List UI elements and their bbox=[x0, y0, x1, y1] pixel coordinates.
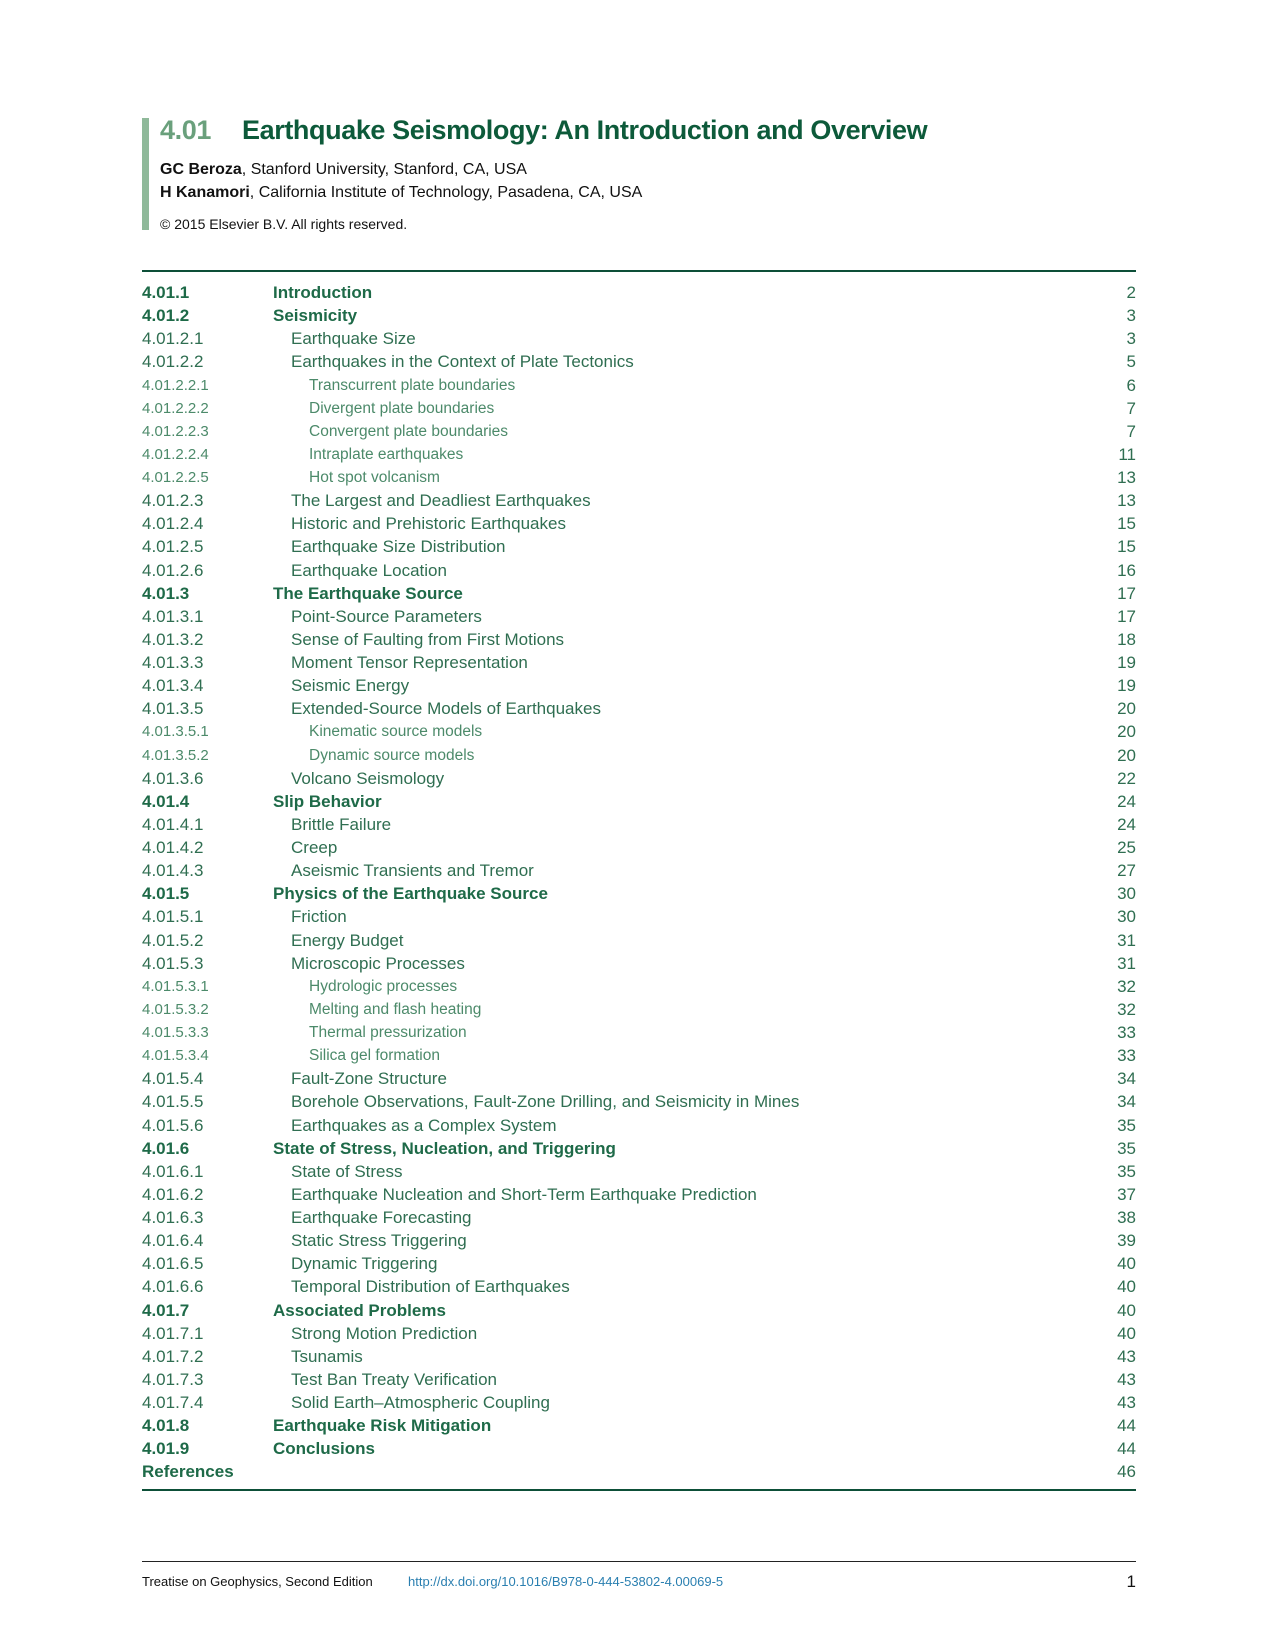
toc-page-number: 20 bbox=[1117, 722, 1136, 742]
toc-section-title: Earthquake Size Distribution bbox=[291, 537, 506, 557]
toc-entry[interactable] bbox=[142, 1299, 1136, 1322]
toc-section-title: Creep bbox=[291, 838, 338, 857]
toc-entry[interactable] bbox=[142, 674, 1136, 697]
toc-section-number: 4.01.7.2 bbox=[142, 1346, 204, 1366]
table-of-contents bbox=[142, 281, 1136, 1484]
toc-page-number: 40 bbox=[1117, 1277, 1136, 1297]
toc-section-title: Historic and Prehistoric Earthquakes bbox=[291, 514, 566, 534]
toc-entry[interactable] bbox=[142, 1368, 1136, 1391]
toc-section-number: 4.01.5.1 bbox=[142, 907, 204, 927]
toc-page-number: 30 bbox=[1117, 884, 1136, 904]
toc-section-number: 4.01.5.3.4 bbox=[142, 1047, 209, 1065]
toc-section-number: References bbox=[142, 1462, 234, 1482]
toc-section-title: Earthquake Size bbox=[291, 329, 416, 349]
toc-page-number: 11 bbox=[1118, 444, 1136, 464]
toc-section-number: 4.01.6.1 bbox=[142, 1161, 204, 1181]
toc-section-title: The Earthquake Source bbox=[273, 583, 463, 603]
toc-section-number: 4.01.2.2.4 bbox=[142, 445, 209, 463]
toc-entry[interactable] bbox=[142, 1275, 1136, 1298]
toc-page-number: 46 bbox=[1117, 1462, 1136, 1482]
toc-page-number: 22 bbox=[1117, 768, 1136, 788]
toc-entry[interactable] bbox=[142, 998, 1136, 1021]
toc-section-title: Kinematic source models bbox=[309, 723, 483, 741]
toc-section-number: 4.01.2.6 bbox=[142, 560, 204, 580]
toc-entry[interactable] bbox=[142, 790, 1136, 813]
toc-section-number: 4.01.7 bbox=[142, 1300, 190, 1320]
toc-page-number: 7 bbox=[1126, 398, 1136, 418]
toc-entry[interactable] bbox=[142, 628, 1136, 651]
toc-section-title: Fault-Zone Structure bbox=[291, 1069, 447, 1089]
toc-section-number: 4.01.5.4 bbox=[142, 1069, 204, 1089]
toc-page-number: 40 bbox=[1117, 1300, 1136, 1320]
toc-section-title: State of Stress, Nucleation, and Triggering bbox=[273, 1138, 616, 1158]
toc-section-number: 4.01.5.3 bbox=[142, 953, 204, 973]
toc-entry[interactable] bbox=[142, 443, 1136, 466]
toc-section-number: 4.01.6.6 bbox=[142, 1277, 204, 1297]
toc-entry[interactable] bbox=[142, 836, 1136, 859]
toc-section-number: 4.01.2.2 bbox=[142, 352, 204, 372]
toc-entry[interactable] bbox=[142, 1252, 1136, 1275]
toc-section-title: Conclusions bbox=[273, 1439, 376, 1459]
toc-page-number: 24 bbox=[1117, 814, 1136, 834]
toc-section-title: Hydrologic processes bbox=[309, 977, 458, 995]
toc-page-number: 18 bbox=[1117, 629, 1136, 649]
toc-entry[interactable] bbox=[142, 420, 1136, 443]
toc-top-rule bbox=[142, 270, 1136, 272]
toc-section-title: Strong Motion Prediction bbox=[291, 1323, 478, 1343]
toc-section-number: 4.01.2 bbox=[142, 306, 190, 326]
toc-section-title: Test Ban Treaty Verification bbox=[291, 1369, 497, 1389]
toc-entry[interactable] bbox=[142, 1137, 1136, 1160]
toc-section-title: Thermal pressurization bbox=[309, 1024, 467, 1041]
toc-section-title: Solid Earth–Atmospheric Coupling bbox=[291, 1393, 550, 1412]
toc-section-number: 4.01.3.5 bbox=[142, 699, 204, 719]
toc-section-number: 4.01.2.2.3 bbox=[142, 422, 209, 440]
toc-section-title: Slip Behavior bbox=[273, 791, 382, 811]
toc-page-number: 19 bbox=[1117, 653, 1136, 672]
toc-page-number: 35 bbox=[1117, 1138, 1136, 1158]
toc-entry[interactable] bbox=[142, 582, 1136, 605]
toc-page-number: 15 bbox=[1117, 537, 1136, 557]
toc-entry[interactable] bbox=[142, 1021, 1136, 1044]
toc-page-number: 40 bbox=[1117, 1254, 1136, 1274]
toc-entry[interactable] bbox=[142, 1114, 1136, 1137]
toc-page-number: 33 bbox=[1117, 1046, 1136, 1066]
toc-section-number: 4.01.7.1 bbox=[142, 1323, 204, 1343]
toc-entry[interactable] bbox=[142, 651, 1136, 674]
toc-section-number: 4.01.5.6 bbox=[142, 1115, 204, 1135]
toc-section-title: Temporal Distribution of Earthquakes bbox=[291, 1277, 570, 1297]
toc-entry[interactable] bbox=[142, 697, 1136, 720]
toc-entry[interactable] bbox=[142, 397, 1136, 420]
toc-section-number: 4.01.4.3 bbox=[142, 861, 204, 881]
author-line bbox=[160, 158, 642, 181]
toc-page-number: 17 bbox=[1117, 606, 1136, 626]
toc-entry[interactable] bbox=[142, 1460, 1136, 1483]
toc-section-title: Silica gel formation bbox=[309, 1047, 440, 1065]
toc-section-number: 4.01.7.3 bbox=[142, 1369, 204, 1389]
toc-page-number: 40 bbox=[1117, 1323, 1136, 1343]
toc-entry[interactable] bbox=[142, 1183, 1136, 1206]
toc-page-number: 32 bbox=[1117, 999, 1136, 1019]
toc-section-number: 4.01.4.2 bbox=[142, 838, 204, 857]
toc-entry[interactable] bbox=[142, 975, 1136, 998]
toc-section-title: Moment Tensor Representation bbox=[291, 653, 528, 672]
toc-entry[interactable] bbox=[142, 281, 1136, 304]
author-affiliation: , California Institute of Technology, Pasadena, CA, USA bbox=[249, 184, 643, 201]
toc-entry[interactable] bbox=[142, 952, 1136, 975]
toc-page-number: 43 bbox=[1117, 1369, 1136, 1389]
toc-entry[interactable] bbox=[142, 350, 1136, 373]
toc-page-number: 35 bbox=[1117, 1115, 1136, 1135]
toc-entry[interactable] bbox=[142, 1160, 1136, 1183]
toc-page-number: 30 bbox=[1117, 907, 1136, 927]
toc-section-title: Borehole Observations, Fault-Zone Drilling, and Seismicity in Mines bbox=[291, 1092, 800, 1112]
accent-bar bbox=[142, 118, 149, 230]
author-name: H Kanamori bbox=[160, 184, 250, 201]
toc-page-number: 13 bbox=[1117, 468, 1136, 487]
author-list bbox=[160, 158, 642, 204]
toc-entry[interactable] bbox=[142, 767, 1136, 790]
toc-entry[interactable] bbox=[142, 1345, 1136, 1368]
toc-entry[interactable] bbox=[142, 813, 1136, 836]
toc-section-title: Introduction bbox=[273, 283, 373, 302]
chapter-title-row bbox=[160, 114, 927, 146]
toc-page-number: 16 bbox=[1117, 560, 1136, 580]
toc-entry[interactable] bbox=[142, 720, 1136, 743]
toc-section-title: The Largest and Deadliest Earthquakes bbox=[291, 491, 591, 511]
toc-section-number: 4.01.6.2 bbox=[142, 1184, 204, 1204]
toc-section-title: Extended-Source Models of Earthquakes bbox=[291, 699, 601, 719]
toc-section-title: Transcurrent plate boundaries bbox=[309, 376, 516, 394]
toc-section-title: Seismic Energy bbox=[291, 676, 410, 696]
toc-page-number: 37 bbox=[1117, 1184, 1136, 1204]
copyright-notice: © 2015 Elsevier B.V. All rights reserved. bbox=[160, 216, 408, 232]
toc-section-number: 4.01.2.2.1 bbox=[142, 376, 209, 394]
toc-page-number: 17 bbox=[1117, 583, 1136, 603]
toc-section-number: 4.01.2.3 bbox=[142, 491, 204, 511]
toc-section-number: 4.01.5.3.2 bbox=[142, 1000, 209, 1018]
toc-page-number: 15 bbox=[1117, 514, 1136, 534]
toc-section-number: 4.01.5.3.1 bbox=[142, 977, 209, 995]
toc-page-number: 2 bbox=[1126, 283, 1136, 302]
toc-entry[interactable] bbox=[142, 1322, 1136, 1345]
toc-section-title: Tsunamis bbox=[291, 1346, 363, 1366]
toc-section-number: 4.01.3.6 bbox=[142, 768, 204, 788]
toc-entry[interactable] bbox=[142, 882, 1136, 905]
author-affiliation: , Stanford University, Stanford, CA, USA bbox=[241, 161, 527, 178]
toc-page-number: 31 bbox=[1117, 953, 1136, 973]
toc-entry[interactable] bbox=[142, 535, 1136, 558]
toc-entry[interactable] bbox=[142, 905, 1136, 928]
toc-section-number: 4.01.2.2.2 bbox=[142, 399, 209, 417]
toc-section-number: 4.01.3 bbox=[142, 583, 190, 603]
toc-section-number: 4.01.2.1 bbox=[142, 329, 204, 349]
toc-entry[interactable] bbox=[142, 859, 1136, 882]
toc-section-number: 4.01.6.3 bbox=[142, 1208, 204, 1227]
toc-section-title: Microscopic Processes bbox=[291, 953, 465, 973]
toc-entry[interactable] bbox=[142, 466, 1136, 489]
toc-section-number: 4.01.4.1 bbox=[142, 814, 204, 834]
toc-section-number: 4.01.4 bbox=[142, 791, 190, 811]
toc-section-title: Earthquake Risk Mitigation bbox=[273, 1416, 492, 1436]
toc-page-number: 13 bbox=[1117, 491, 1136, 511]
toc-section-title: Hot spot volcanism bbox=[309, 469, 440, 486]
chapter-header bbox=[142, 114, 1142, 234]
toc-section-number: 4.01.2.4 bbox=[142, 514, 204, 534]
toc-section-title: Associated Problems bbox=[273, 1300, 446, 1320]
author-line bbox=[160, 181, 642, 204]
toc-page-number: 7 bbox=[1126, 421, 1136, 441]
toc-page-number: 19 bbox=[1117, 676, 1136, 696]
toc-section-title: Point-Source Parameters bbox=[291, 606, 482, 626]
footer-rule bbox=[142, 1561, 1136, 1562]
toc-section-title: Dynamic Triggering bbox=[291, 1254, 438, 1274]
page-number: 1 bbox=[1126, 1572, 1136, 1591]
toc-bottom-rule bbox=[142, 1489, 1136, 1491]
toc-entry[interactable] bbox=[142, 489, 1136, 512]
toc-section-number: 4.01.5.5 bbox=[142, 1092, 204, 1112]
toc-page-number: 38 bbox=[1117, 1208, 1136, 1227]
toc-section-number: 4.01.5 bbox=[142, 884, 190, 904]
toc-entry[interactable] bbox=[142, 1067, 1136, 1090]
toc-section-title: State of Stress bbox=[291, 1161, 403, 1181]
toc-section-title: Earthquake Forecasting bbox=[291, 1208, 472, 1227]
toc-section-number: 4.01.9 bbox=[142, 1439, 190, 1459]
toc-section-number: 4.01.7.4 bbox=[142, 1393, 204, 1412]
toc-page-number: 20 bbox=[1117, 699, 1136, 719]
toc-section-title: Convergent plate boundaries bbox=[309, 422, 509, 440]
toc-page-number: 20 bbox=[1117, 745, 1136, 765]
toc-page-number: 43 bbox=[1117, 1393, 1136, 1412]
toc-section-title: Brittle Failure bbox=[291, 814, 392, 834]
toc-section-number: 4.01.6 bbox=[142, 1138, 190, 1158]
footer-journal-title: Treatise on Geophysics, Second Edition bbox=[142, 1574, 373, 1589]
chapter-title: Earthquake Seismology: An Introduction and Overview bbox=[242, 115, 928, 145]
toc-entry[interactable] bbox=[142, 1090, 1136, 1113]
toc-section-title: Earthquakes in the Context of Plate Tectonics bbox=[291, 352, 634, 372]
toc-section-title: Earthquake Nucleation and Short-Term Earthquake Prediction bbox=[291, 1184, 757, 1204]
toc-section-number: 4.01.3.1 bbox=[142, 606, 204, 626]
toc-section-title: Aseismic Transients and Tremor bbox=[291, 861, 534, 881]
toc-page-number: 34 bbox=[1117, 1069, 1136, 1089]
toc-page-number: 3 bbox=[1126, 329, 1136, 349]
toc-section-title: Earthquake Location bbox=[291, 560, 447, 580]
toc-section-number: 4.01.6.4 bbox=[142, 1231, 204, 1251]
toc-section-title: Divergent plate boundaries bbox=[309, 399, 495, 417]
toc-entry[interactable] bbox=[142, 1229, 1136, 1252]
toc-section-number: 4.01.8 bbox=[142, 1416, 190, 1436]
toc-entry[interactable] bbox=[142, 1437, 1136, 1460]
toc-page-number: 24 bbox=[1117, 791, 1136, 811]
toc-section-number: 4.01.3.5.2 bbox=[142, 746, 209, 764]
toc-section-number: 4.01.3.2 bbox=[142, 629, 204, 649]
toc-section-title: Physics of the Earthquake Source bbox=[273, 884, 548, 904]
toc-page-number: 32 bbox=[1117, 976, 1136, 996]
toc-entry[interactable] bbox=[142, 744, 1136, 767]
toc-section-number: 4.01.1 bbox=[142, 283, 190, 302]
toc-section-title: Friction bbox=[291, 907, 347, 927]
toc-page-number: 35 bbox=[1117, 1161, 1136, 1181]
doi-link[interactable]: http://dx.doi.org/10.1016/B978-0-444-53802-4.00069-5 bbox=[408, 1574, 724, 1589]
toc-entry[interactable] bbox=[142, 559, 1136, 582]
toc-page-number: 6 bbox=[1126, 375, 1136, 395]
toc-entry[interactable] bbox=[142, 1044, 1136, 1067]
toc-entry[interactable] bbox=[142, 512, 1136, 535]
toc-page-number: 25 bbox=[1117, 838, 1136, 857]
toc-section-title: Seismicity bbox=[273, 306, 358, 326]
toc-page-number: 3 bbox=[1126, 306, 1136, 326]
toc-section-title: Sense of Faulting from First Motions bbox=[291, 629, 565, 649]
toc-page-number: 43 bbox=[1117, 1346, 1136, 1366]
toc-entry[interactable] bbox=[142, 374, 1136, 397]
toc-section-title: Intraplate earthquakes bbox=[309, 445, 464, 463]
toc-section-number: 4.01.3.4 bbox=[142, 676, 204, 696]
toc-section-number: 4.01.5.3.3 bbox=[142, 1024, 209, 1041]
toc-section-title: Earthquakes as a Complex System bbox=[291, 1115, 557, 1135]
toc-section-number: 4.01.3.5.1 bbox=[142, 723, 209, 741]
toc-entry[interactable] bbox=[142, 327, 1136, 350]
page-footer bbox=[142, 1570, 1136, 1594]
toc-entry[interactable] bbox=[142, 1391, 1136, 1414]
toc-page-number: 27 bbox=[1117, 861, 1136, 881]
toc-page-number: 39 bbox=[1117, 1231, 1136, 1251]
toc-page-number: 44 bbox=[1117, 1439, 1136, 1459]
toc-section-number: 4.01.2.5 bbox=[142, 537, 204, 557]
toc-page-number: 34 bbox=[1117, 1092, 1136, 1112]
author-name: GC Beroza bbox=[160, 161, 242, 178]
toc-entry[interactable] bbox=[142, 1206, 1136, 1229]
toc-page-number: 5 bbox=[1126, 352, 1136, 372]
toc-section-title: Static Stress Triggering bbox=[291, 1231, 467, 1251]
toc-section-title: Energy Budget bbox=[291, 930, 404, 950]
toc-entry[interactable] bbox=[142, 1414, 1136, 1437]
toc-section-number: 4.01.5.2 bbox=[142, 930, 204, 950]
toc-entry[interactable] bbox=[142, 929, 1136, 952]
toc-section-title: Melting and flash heating bbox=[309, 1000, 482, 1018]
toc-entry[interactable] bbox=[142, 605, 1136, 628]
toc-page-number: 31 bbox=[1117, 930, 1136, 950]
toc-section-title: Dynamic source models bbox=[309, 746, 475, 764]
chapter-number: 4.01 bbox=[160, 115, 211, 145]
toc-page-number: 44 bbox=[1117, 1416, 1136, 1436]
toc-section-number: 4.01.2.2.5 bbox=[142, 469, 209, 486]
toc-page-number: 33 bbox=[1117, 1023, 1136, 1042]
toc-section-number: 4.01.3.3 bbox=[142, 653, 204, 672]
toc-section-number: 4.01.6.5 bbox=[142, 1254, 204, 1274]
toc-entry[interactable] bbox=[142, 304, 1136, 327]
toc-section-title: Volcano Seismology bbox=[291, 768, 445, 788]
